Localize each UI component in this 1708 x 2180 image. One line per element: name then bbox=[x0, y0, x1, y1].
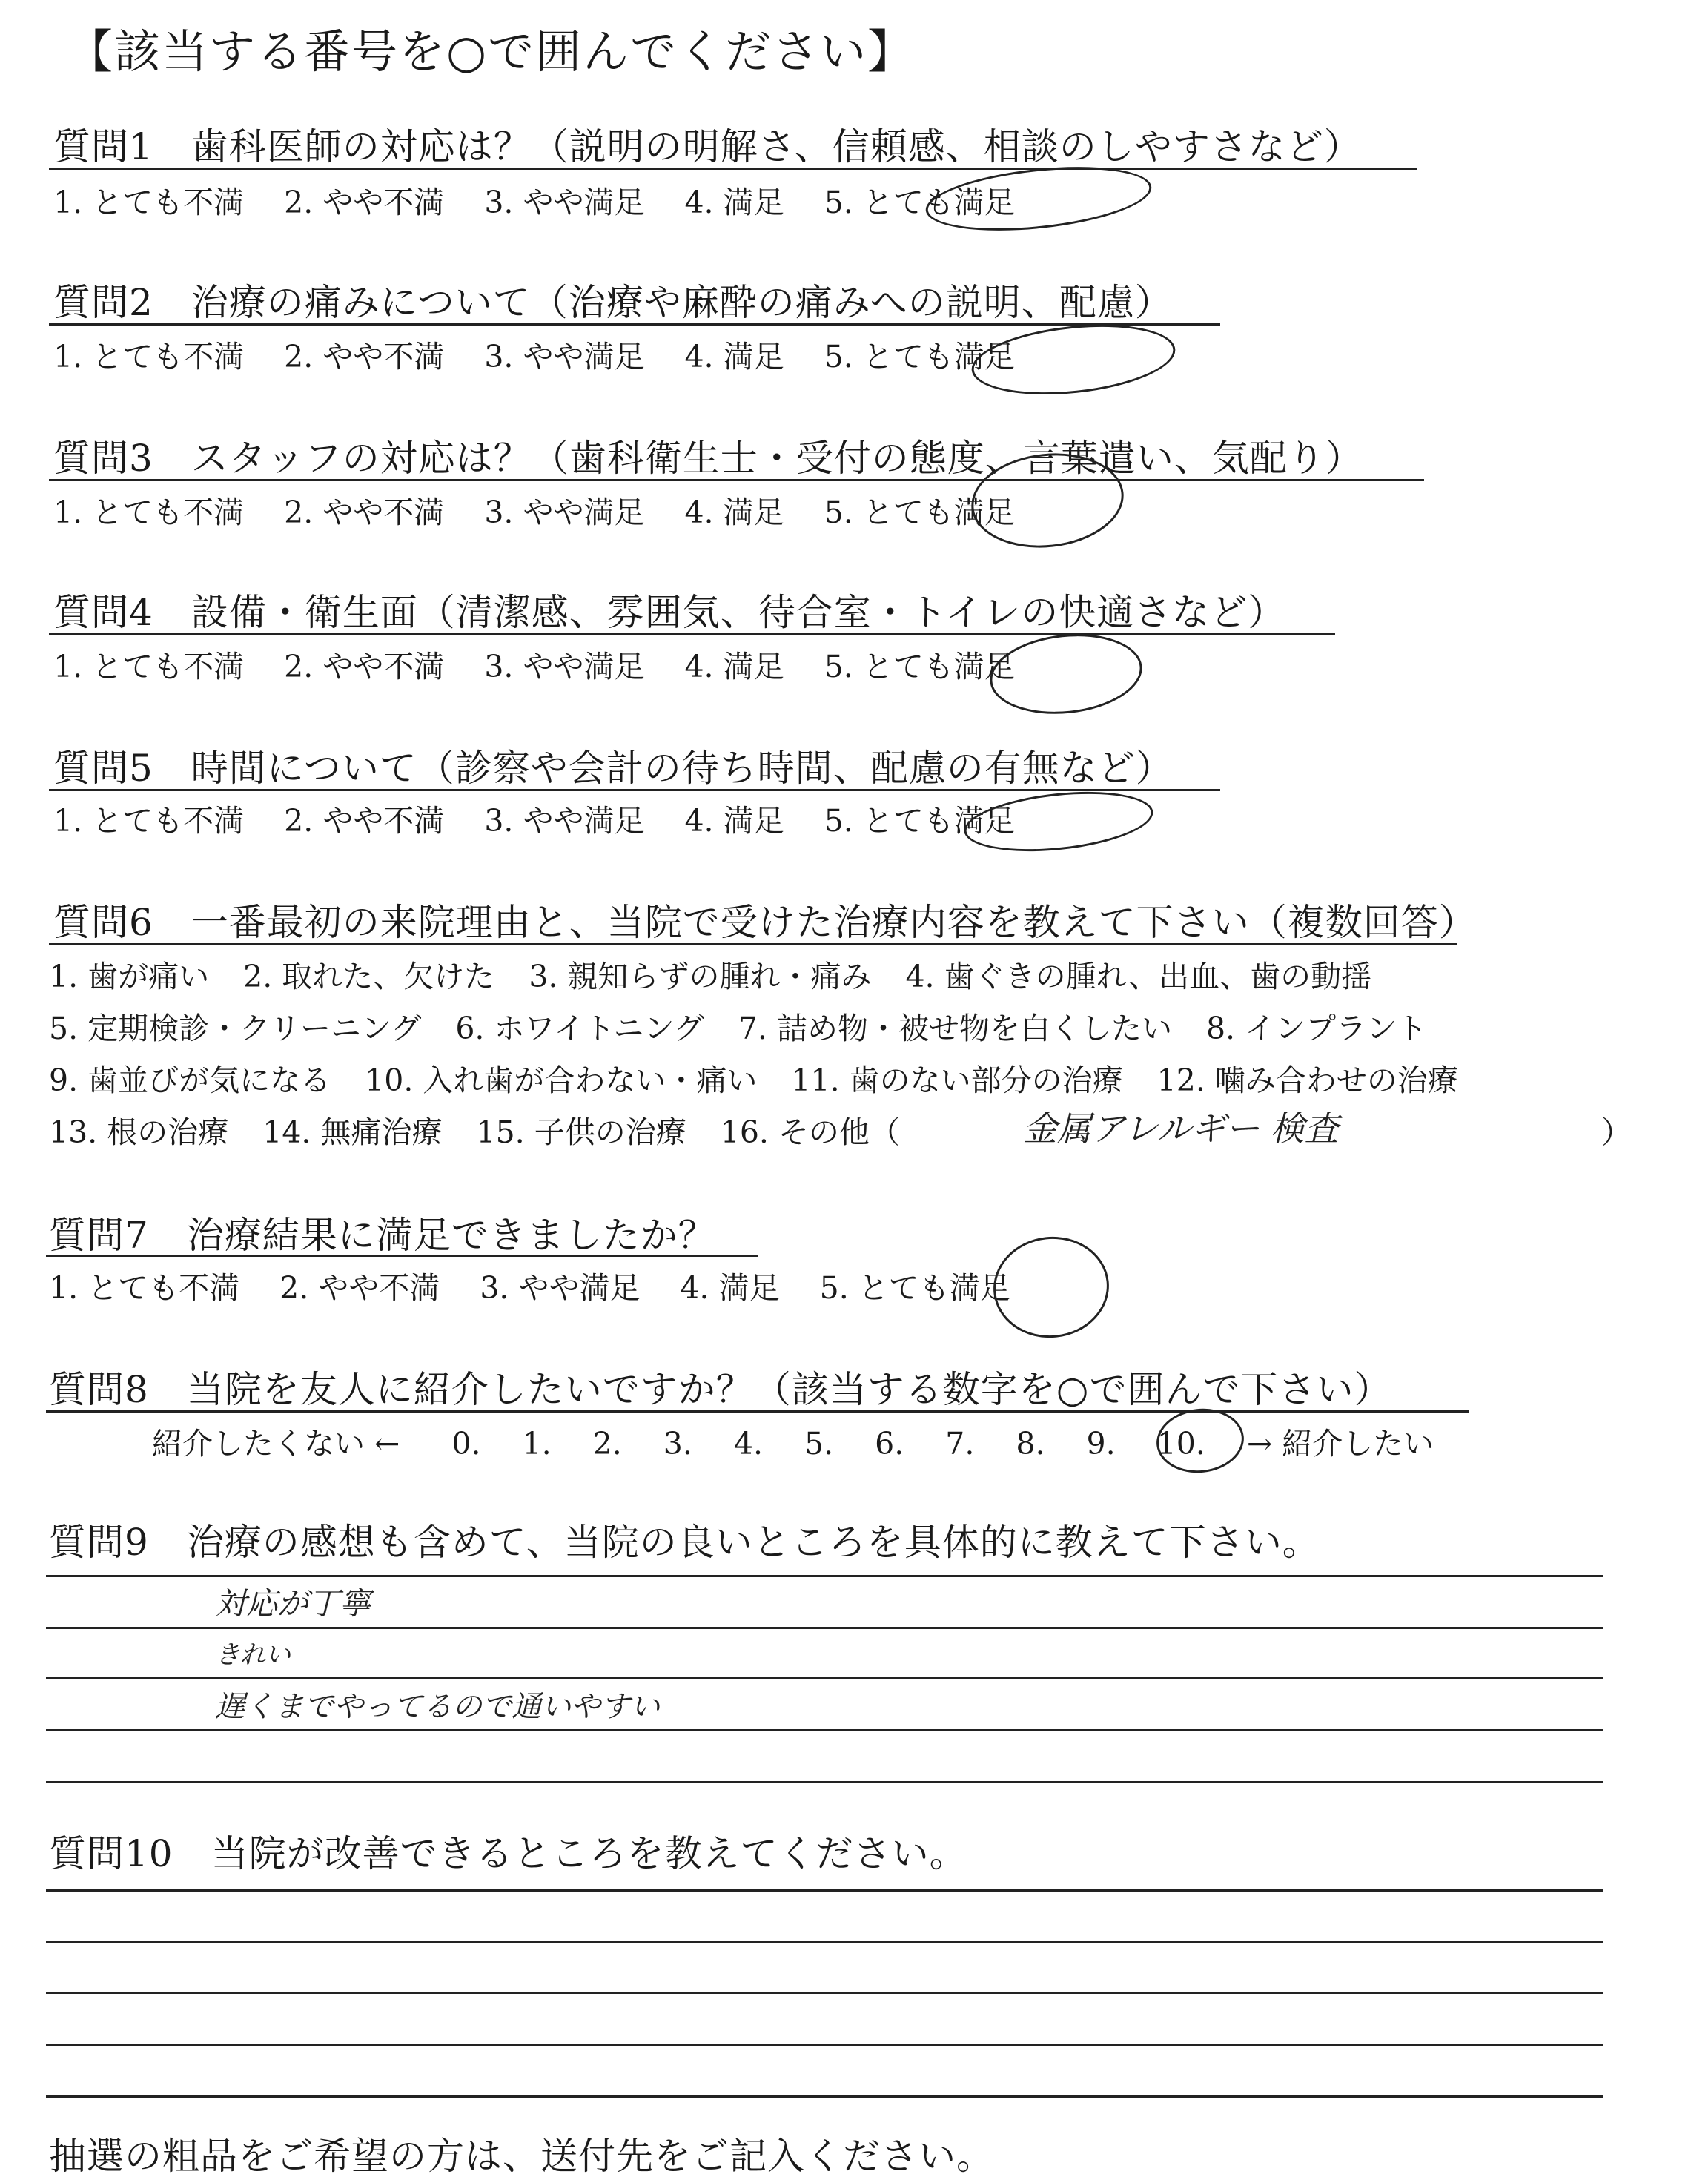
q6-option-1[interactable]: 1. 歯が痛い bbox=[49, 959, 210, 994]
q3-underline bbox=[49, 479, 1424, 481]
q2-heading: 質問2 治療の痛みについて（治療や麻酔の痛みへの説明、配慮） bbox=[53, 281, 1173, 324]
q4-underline bbox=[49, 633, 1335, 635]
q1-option-5[interactable]: 5. とても満足 bbox=[824, 185, 1015, 220]
q9-line-2 bbox=[46, 1627, 1603, 1629]
q5-underline bbox=[49, 789, 1220, 791]
q10-line-3 bbox=[46, 1992, 1603, 1994]
q7-option-5[interactable]: 5. とても満足 bbox=[819, 1270, 1010, 1306]
q6-underline bbox=[49, 943, 1457, 945]
q3-option-2[interactable]: 2. やや不満 bbox=[284, 495, 445, 530]
q2-underline bbox=[49, 323, 1220, 326]
q6-option-12[interactable]: 12. 噛み合わせの治療 bbox=[1156, 1063, 1458, 1098]
q6-row-3 bbox=[49, 1056, 1492, 1100]
q8-right-label: → 紹介したい bbox=[1246, 1426, 1434, 1461]
q4-option-5[interactable]: 5. とても満足 bbox=[824, 649, 1015, 684]
q6-option-2[interactable]: 2. 取れた、欠けた bbox=[243, 959, 495, 994]
q10-line-1 bbox=[46, 1889, 1603, 1892]
q7-option-4[interactable]: 4. 満足 bbox=[680, 1270, 780, 1306]
q4-option-1[interactable]: 1. とても不満 bbox=[53, 649, 245, 684]
q2-selection-circle bbox=[968, 316, 1179, 403]
q7-heading: 質問7 治療結果に満足できましたか？ bbox=[49, 1214, 716, 1257]
q6-option-8[interactable]: 8. インプラント bbox=[1205, 1011, 1428, 1046]
q6-option-6[interactable]: 6. ホワイトニング bbox=[455, 1011, 704, 1046]
q1-option-2[interactable]: 2. やや不満 bbox=[284, 185, 445, 220]
q1-heading: 質問1 歯科医師の対応は？（説明の明解さ、信頼感、相談のしやすさなど） bbox=[53, 125, 1362, 168]
q10-line-2 bbox=[46, 1941, 1603, 1943]
q6-option-10[interactable]: 10. 入れ歯が合わない・痛い bbox=[365, 1063, 758, 1098]
q3-option-5[interactable]: 5. とても満足 bbox=[824, 495, 1015, 530]
q8-num-2[interactable]: 2. bbox=[592, 1426, 622, 1461]
q8-underline bbox=[46, 1410, 1469, 1413]
q7-option-2[interactable]: 2. やや不満 bbox=[279, 1270, 440, 1306]
q8-num-8[interactable]: 8. bbox=[1016, 1426, 1045, 1461]
q6-other-close: ） bbox=[1601, 1114, 1632, 1150]
q1-underline bbox=[49, 168, 1417, 170]
q6-option-15[interactable]: 15. 子供の治療 bbox=[476, 1114, 686, 1150]
q2-option-3[interactable]: 3. やや満足 bbox=[484, 339, 645, 374]
q1-option-3[interactable]: 3. やや満足 bbox=[484, 185, 645, 220]
q3-options bbox=[53, 488, 1055, 532]
q6-option-9[interactable]: 9. 歯並びが気になる bbox=[49, 1063, 331, 1098]
q1-options bbox=[53, 178, 1055, 222]
q7-underline bbox=[46, 1255, 758, 1257]
q9-line-3 bbox=[46, 1677, 1603, 1679]
q4-option-2[interactable]: 2. やや不満 bbox=[284, 649, 445, 684]
q3-option-3[interactable]: 3. やや満足 bbox=[484, 495, 645, 530]
q5-option-4[interactable]: 4. 満足 bbox=[684, 803, 784, 839]
q9-line-5 bbox=[46, 1781, 1603, 1783]
q6-option-14[interactable]: 14. 無痛治療 bbox=[262, 1114, 443, 1150]
q3-option-4[interactable]: 4. 満足 bbox=[684, 495, 784, 530]
q9-answer-1[interactable]: 対応が丁寧 bbox=[215, 1585, 371, 1622]
q2-option-2[interactable]: 2. やや不満 bbox=[284, 339, 445, 374]
q2-options bbox=[53, 332, 1055, 376]
q5-option-5[interactable]: 5. とても満足 bbox=[824, 803, 1015, 839]
q6-option-4[interactable]: 4. 歯ぐきの腫れ、出血、歯の動揺 bbox=[905, 959, 1372, 994]
q6-row-4 bbox=[49, 1108, 900, 1152]
q2-option-4[interactable]: 4. 満足 bbox=[684, 339, 784, 374]
q8-num-6[interactable]: 6. bbox=[875, 1426, 904, 1461]
q5-heading: 質問5 時間について（診察や会計の待ち時間、配慮の有無など） bbox=[53, 747, 1174, 790]
q3-heading: 質問3 スタッフの対応は？（歯科衛生士・受付の態度、言葉遣い、気配り） bbox=[53, 437, 1363, 480]
q5-option-2[interactable]: 2. やや不満 bbox=[284, 803, 445, 839]
form-title: 【該当する番号を○で囲んでください】 bbox=[67, 24, 916, 79]
q8-num-4[interactable]: 4. bbox=[733, 1426, 764, 1461]
q8-left-label: 紹介したくない ← bbox=[152, 1426, 400, 1461]
q7-option-3[interactable]: 3. やや満足 bbox=[480, 1270, 640, 1306]
q9-answer-2[interactable]: きれい bbox=[215, 1640, 291, 1670]
q4-options bbox=[53, 642, 1055, 686]
q10-heading: 質問10 当院が改善できるところを教えてください。 bbox=[49, 1832, 967, 1875]
q8-selection-circle bbox=[1153, 1404, 1247, 1477]
q8-heading: 質問8 当院を友人に紹介したいですか？（該当する数字を○で囲んで下さい） bbox=[49, 1368, 1392, 1411]
q5-selection-circle bbox=[961, 784, 1156, 859]
q6-option-7[interactable]: 7. 詰め物・被せ物を白くしたい bbox=[738, 1011, 1172, 1046]
q10-line-4 bbox=[46, 2044, 1603, 2046]
q6-row-1 bbox=[49, 952, 1406, 996]
q5-options bbox=[53, 796, 1055, 840]
q2-option-5[interactable]: 5. とても満足 bbox=[824, 339, 1015, 374]
q4-heading: 質問4 設備・衛生面（清潔感、雰囲気、待合室・トイレの快適さなど） bbox=[53, 591, 1286, 634]
q6-option-11[interactable]: 11. 歯のない部分の治療 bbox=[791, 1063, 1123, 1098]
q4-selection-circle bbox=[986, 627, 1146, 721]
q1-option-4[interactable]: 4. 満足 bbox=[684, 185, 784, 220]
footer-note: 抽選の粗品をご希望の方は、送付先をご記入ください。 bbox=[49, 2135, 994, 2178]
q8-num-0[interactable]: 0. bbox=[451, 1426, 481, 1461]
q8-num-10[interactable]: 10. bbox=[1156, 1426, 1205, 1461]
q7-option-1[interactable]: 1. とても不満 bbox=[49, 1270, 240, 1306]
q6-heading: 質問6 一番最初の来院理由と、当院で受けた治療内容を教えて下さい（複数回答） bbox=[53, 901, 1477, 944]
q6-option-16[interactable]: 16. その他（ bbox=[720, 1114, 900, 1150]
q9-answer-3[interactable]: 遅くまでやってるので通いやすい bbox=[215, 1690, 660, 1724]
q9-line-4 bbox=[46, 1729, 1603, 1731]
q4-option-4[interactable]: 4. 満足 bbox=[684, 649, 784, 684]
q8-num-7[interactable]: 7. bbox=[945, 1426, 975, 1461]
q8-num-3[interactable]: 3. bbox=[663, 1426, 692, 1461]
q7-selection-circle bbox=[988, 1231, 1113, 1344]
q5-option-1[interactable]: 1. とても不満 bbox=[53, 803, 245, 839]
q9-heading: 質問9 治療の感想も含めて、当院の良いところを具体的に教えて下さい。 bbox=[49, 1521, 1320, 1564]
q6-option-3[interactable]: 3. 親知らずの腫れ・痛み bbox=[529, 959, 872, 994]
q6-option-5[interactable]: 5. 定期検診・クリーニング bbox=[49, 1011, 422, 1046]
q7-options bbox=[49, 1264, 1050, 1307]
q5-option-3[interactable]: 3. やや満足 bbox=[484, 803, 645, 839]
q6-row-2 bbox=[49, 1004, 1461, 1048]
q3-option-1[interactable]: 1. とても不満 bbox=[53, 495, 245, 530]
q8-num-1[interactable]: 1. bbox=[522, 1426, 552, 1461]
q8-num-9[interactable]: 9. bbox=[1086, 1426, 1116, 1461]
q1-option-1[interactable]: 1. とても不満 bbox=[53, 185, 245, 220]
q6-option-13[interactable]: 13. 根の治療 bbox=[49, 1114, 229, 1150]
q6-other-handwritten[interactable]: 金属アレルギー 検査 bbox=[1023, 1109, 1339, 1149]
q2-option-1[interactable]: 1. とても不満 bbox=[53, 339, 245, 374]
q10-line-5 bbox=[46, 2095, 1603, 2098]
q9-line-1 bbox=[46, 1575, 1603, 1577]
q4-option-3[interactable]: 3. やや満足 bbox=[484, 649, 645, 684]
q8-num-5[interactable]: 5. bbox=[804, 1426, 834, 1461]
